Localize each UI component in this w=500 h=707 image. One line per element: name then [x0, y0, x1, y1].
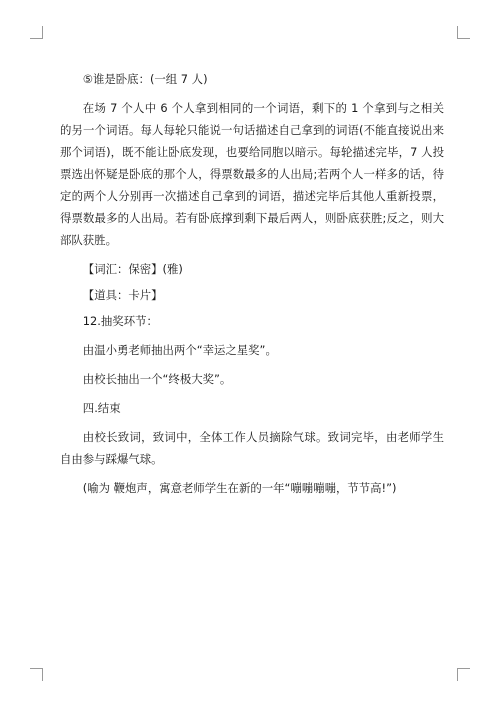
- balloon-note: (喻为 鞭炮声，寓意老师学生在新的一年“嘣嘣嘣嘣，节节高!”): [82, 481, 397, 495]
- document-body: [60, 68, 444, 506]
- ending-heading: 四.结束: [82, 401, 121, 415]
- crop-mark-bottom-right: [457, 668, 470, 681]
- game-rules-paragraph: 在场 7 个人中 6 个人拿到相同的一个词语，剩下的 1 个拿到与之相关的另一个词语。每人每轮只能说一句话描述自己拿到的词语(不能直接说出来那个词语)，既不能让卧底发现，也要给同胞以暗示。每轮描述完毕，7 人投票选出怀疑是卧底的那个人，得票数最多的人出局;若两个人一样多的话，待定的两个人分别再一次描述自己拿到的词语，描述完毕后其他人重新投票，得票数最多的人出局。若有卧底撑到剩下最后两人，则卧底获胜;反之，则大部队获胜。: [60, 101, 444, 247]
- lucky-star-draw: 由温小勇老师抽出两个“幸运之星奖”。: [82, 343, 277, 357]
- crop-mark-top-left: [30, 26, 43, 39]
- lottery-heading: 12.抽奖环节：: [82, 314, 158, 328]
- crop-mark-bottom-left: [30, 668, 43, 681]
- crop-mark-top-right: [457, 26, 470, 39]
- closing-speech-paragraph: 由校长致词，致词中，全体工作人员摘除气球。致词完毕，由老师学生自由参与踩爆气球。: [60, 430, 444, 466]
- vocabulary-note: 【词汇：保密】(雅): [82, 262, 183, 276]
- grand-prize-draw: 由校长抽出一个“终极大奖”。: [82, 372, 232, 386]
- props-note: 【道具：卡片】: [82, 288, 163, 302]
- section-heading-who-is-undercover: ⑤谁是卧底：(一组 7 人): [82, 72, 208, 86]
